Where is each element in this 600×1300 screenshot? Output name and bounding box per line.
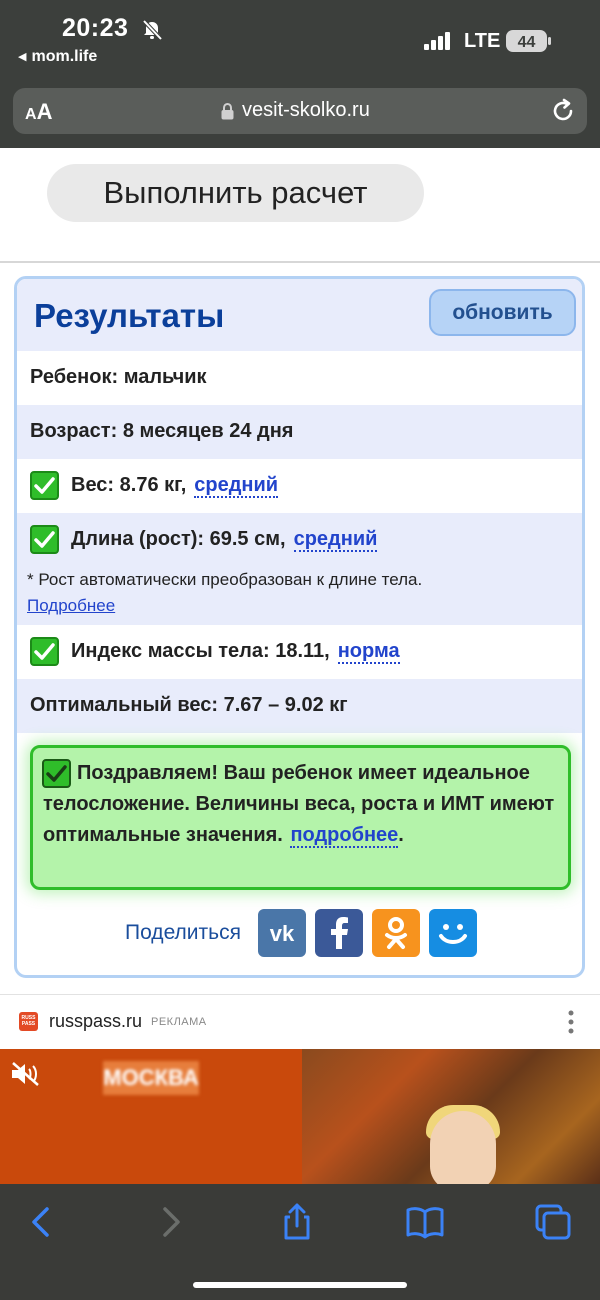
reader-settings-button[interactable]: AA: [25, 99, 53, 124]
congrats-text: Поздравляем! Ваш ребенок имеет идеальное телосложение. Величины веса, роста и ИМТ имеют оптимальные значения. подробнее.: [43, 762, 555, 846]
divider: [0, 261, 600, 263]
check-icon: [30, 525, 59, 554]
battery-icon: [506, 30, 552, 52]
moi-mir-icon: [429, 909, 477, 957]
length-status-link[interactable]: средний: [293, 528, 378, 550]
facebook-icon: [315, 909, 363, 957]
length-note: * Рост автоматически преобразован к длине тела. Подробнее: [27, 570, 423, 615]
congrats-more-link[interactable]: подробнее: [290, 824, 399, 846]
ad-video-right-panel: [302, 1049, 600, 1184]
browser-top-chrome: [0, 0, 600, 148]
svg-text:vk: vk: [269, 921, 295, 946]
weight-status-link[interactable]: средний: [194, 474, 279, 496]
back-icon[interactable]: [22, 1202, 62, 1242]
refresh-button[interactable]: обновить: [429, 289, 576, 336]
bmi-row: [17, 625, 582, 679]
results-header: [17, 279, 582, 351]
back-to-app-link[interactable]: ◀ mom.life: [18, 48, 98, 65]
ad-moskva-text: МОСКВА: [103, 1061, 199, 1095]
battery-level: 44: [517, 34, 536, 51]
ad-video-left-panel: [0, 1049, 302, 1184]
calculate-button[interactable]: Выполнить расчет: [47, 164, 424, 222]
ad-video[interactable]: [0, 1049, 600, 1184]
odnoklassniki-icon: [372, 909, 420, 957]
child-sex-row: Ребенок: мальчик: [17, 351, 582, 405]
home-indicator[interactable]: [193, 1282, 407, 1288]
tabs-icon[interactable]: [533, 1202, 573, 1242]
length-note-more-link[interactable]: Подробнее: [27, 596, 116, 615]
age-row: Возраст: 8 месяцев 24 дня: [17, 405, 582, 459]
ad-header[interactable]: [0, 994, 600, 1050]
congrats-box: [30, 745, 571, 890]
share-section: [17, 907, 582, 959]
weight-value: Вес: 8.76 кг,: [71, 474, 187, 496]
results-panel: [14, 276, 585, 978]
ad-domain[interactable]: russpass.ru: [49, 1011, 143, 1031]
check-icon: [30, 471, 59, 500]
bmi-value: Индекс массы тела: 18.11,: [71, 640, 330, 662]
check-icon: [30, 637, 59, 666]
address-bar[interactable]: [13, 88, 587, 134]
network-type: LTE: [464, 30, 501, 52]
russpass-logo: RUSS PASS: [19, 1012, 38, 1031]
lock-icon: [221, 103, 234, 120]
more-options-icon[interactable]: [567, 1009, 575, 1035]
ad-blurred-text: [72, 1167, 242, 1184]
optimal-weight-row: Оптимальный вес: 7.67 – 9.02 кг: [17, 679, 582, 733]
vk-icon: [258, 909, 306, 957]
share-vk-button[interactable]: [258, 909, 306, 957]
mute-icon[interactable]: [10, 1061, 44, 1087]
length-value: Длина (рост): 69.5 см,: [71, 528, 286, 550]
bell-off-icon: [141, 19, 163, 41]
share-label: Поделиться: [125, 921, 241, 944]
url-text[interactable]: vesit-skolko.ru: [242, 99, 370, 121]
reload-icon[interactable]: [550, 98, 576, 124]
share-odnoklassniki-button[interactable]: [372, 909, 420, 957]
status-time: 20:23: [62, 14, 129, 42]
cellular-signal-icon: [424, 32, 452, 50]
forward-icon[interactable]: [150, 1202, 190, 1242]
share-icon[interactable]: [277, 1202, 317, 1242]
weight-row: [17, 459, 582, 513]
ad-label: РЕКЛАМА: [151, 1016, 207, 1028]
bookmarks-icon[interactable]: [405, 1202, 445, 1242]
share-moi-mir-button[interactable]: [429, 909, 477, 957]
length-row: [17, 513, 582, 625]
ad-person-face: [430, 1111, 496, 1184]
bmi-status-link[interactable]: норма: [337, 640, 400, 662]
results-title: Результаты: [34, 297, 225, 334]
share-facebook-button[interactable]: [315, 909, 363, 957]
